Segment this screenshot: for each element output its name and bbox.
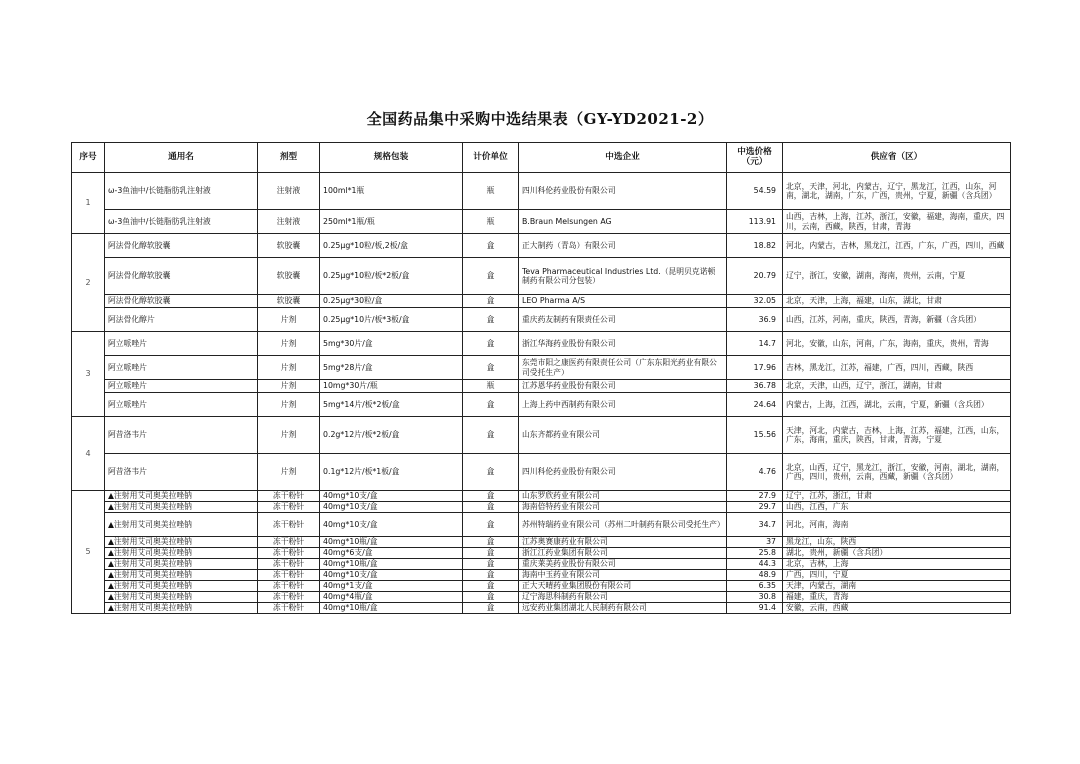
pricing-unit-cell: 盒 — [463, 356, 519, 380]
procurement-results-table — [71, 142, 1011, 614]
spec-pack-cell: 40mg*10支/盒 — [320, 570, 463, 581]
dosage-form-cell: 冻干粉针 — [258, 502, 320, 513]
dosage-form-cell: 片剂 — [258, 332, 320, 356]
company-cell: Teva Pharmaceutical Industries Ltd.（昆明贝克诺顿制药有限公司分包装） — [519, 258, 727, 295]
header-supply-provinces: 供应省（区） — [783, 143, 1011, 173]
provinces-cell: 北京，天津，河北，内蒙古，辽宁，黑龙江，江西，山东，河南，湖北，湖南，广东，广西，贵州，宁夏，新疆（含兵团） — [783, 173, 1011, 210]
spec-pack-cell: 10mg*30片/瓶 — [320, 380, 463, 393]
pricing-unit-cell: 盒 — [463, 537, 519, 548]
dosage-form-cell: 冻干粉针 — [258, 548, 320, 559]
table-row — [72, 570, 1011, 581]
company-cell: 重庆药友制药有限责任公司 — [519, 308, 727, 332]
company-cell: 苏州特瑞药业有限公司（苏州二叶制药有限公司受托生产） — [519, 513, 727, 537]
pricing-unit-cell: 盒 — [463, 234, 519, 258]
company-cell: 山东齐都药业有限公司 — [519, 417, 727, 454]
provinces-cell: 黑龙江，山东，陕西 — [783, 537, 1011, 548]
table-row — [72, 491, 1011, 502]
table-row — [72, 559, 1011, 570]
dosage-form-cell: 片剂 — [258, 393, 320, 417]
provinces-cell: 辽宁，浙江，安徽，湖南，海南，贵州，云南，宁夏 — [783, 258, 1011, 295]
pricing-unit-cell: 盒 — [463, 570, 519, 581]
generic-name-cell: ▲注射用艾司奥美拉唑钠 — [105, 502, 258, 513]
table-row — [72, 234, 1011, 258]
generic-name-cell: ▲注射用艾司奥美拉唑钠 — [105, 581, 258, 592]
company-cell: 辽宁海思科制药有限公司 — [519, 592, 727, 603]
generic-name-cell: ▲注射用艾司奥美拉唑钠 — [105, 548, 258, 559]
table-row — [72, 513, 1011, 537]
generic-name-cell: ▲注射用艾司奥美拉唑钠 — [105, 570, 258, 581]
pricing-unit-cell: 盒 — [463, 502, 519, 513]
header-generic-name: 通用名 — [105, 143, 258, 173]
pricing-unit-cell: 盒 — [463, 308, 519, 332]
generic-name-cell: 阿立哌唑片 — [105, 393, 258, 417]
price-cell: 32.05 — [727, 295, 783, 308]
spec-pack-cell: 5mg*28片/盒 — [320, 356, 463, 380]
spec-pack-cell: 0.2g*12片/板*2板/盒 — [320, 417, 463, 454]
price-cell: 15.56 — [727, 417, 783, 454]
spec-pack-cell: 5mg*14片/板*2板/盒 — [320, 393, 463, 417]
price-cell: 27.9 — [727, 491, 783, 502]
group-number-cell: 2 — [72, 234, 105, 332]
dosage-form-cell: 冻干粉针 — [258, 581, 320, 592]
provinces-cell: 内蒙古，上海，江西，湖北，云南，宁夏，新疆（含兵团） — [783, 393, 1011, 417]
pricing-unit-cell: 瓶 — [463, 380, 519, 393]
price-cell: 37 — [727, 537, 783, 548]
spec-pack-cell: 40mg*4瓶/盒 — [320, 592, 463, 603]
table-row — [72, 295, 1011, 308]
provinces-cell: 河北，河南，海南 — [783, 513, 1011, 537]
dosage-form-cell: 冻干粉针 — [258, 559, 320, 570]
price-cell: 36.78 — [727, 380, 783, 393]
table-row — [72, 548, 1011, 559]
pricing-unit-cell: 盒 — [463, 454, 519, 491]
company-cell: 海南倍特药业有限公司 — [519, 502, 727, 513]
spec-pack-cell: 5mg*30片/盒 — [320, 332, 463, 356]
generic-name-cell: 阿立哌唑片 — [105, 332, 258, 356]
company-cell: B.Braun Melsungen AG — [519, 210, 727, 234]
dosage-form-cell: 冻干粉针 — [258, 513, 320, 537]
group-number-cell: 1 — [72, 173, 105, 234]
dosage-form-cell: 软胶囊 — [258, 258, 320, 295]
spec-pack-cell: 40mg*10支/盒 — [320, 502, 463, 513]
company-cell: 浙江江药业集团有限公司 — [519, 548, 727, 559]
company-cell: 正大制药（青岛）有限公司 — [519, 234, 727, 258]
pricing-unit-cell: 盒 — [463, 548, 519, 559]
provinces-cell: 山西，江西，广东 — [783, 502, 1011, 513]
provinces-cell: 广西，四川，宁夏 — [783, 570, 1011, 581]
generic-name-cell: 阿法骨化醇软胶囊 — [105, 234, 258, 258]
provinces-cell: 北京，天津，山西，辽宁，浙江，湖南，甘肃 — [783, 380, 1011, 393]
table-header-row — [72, 143, 1011, 173]
generic-name-cell: 阿昔洛韦片 — [105, 454, 258, 491]
spec-pack-cell: 0.25μg*10片/板*3板/盒 — [320, 308, 463, 332]
table-row — [72, 356, 1011, 380]
provinces-cell: 山西，江苏，河南，重庆，陕西，青海，新疆（含兵团） — [783, 308, 1011, 332]
provinces-cell: 天津，河北，内蒙古，吉林，上海，江苏，福建，江西，山东，广东，海南，重庆，陕西，甘肃，青海，宁夏 — [783, 417, 1011, 454]
pricing-unit-cell: 盒 — [463, 417, 519, 454]
company-cell: 上海上药中西制药有限公司 — [519, 393, 727, 417]
spec-pack-cell: 40mg*10瓶/盒 — [320, 559, 463, 570]
spec-pack-cell: 40mg*10支/盒 — [320, 491, 463, 502]
table-row — [72, 258, 1011, 295]
provinces-cell: 北京，吉林，上海 — [783, 559, 1011, 570]
dosage-form-cell: 注射液 — [258, 173, 320, 210]
company-cell: LEO Pharma A/S — [519, 295, 727, 308]
provinces-cell: 吉林，黑龙江，江苏，福建，广西，四川，西藏，陕西 — [783, 356, 1011, 380]
table-row — [72, 502, 1011, 513]
table-row — [72, 537, 1011, 548]
provinces-cell: 天津，内蒙古，湖南 — [783, 581, 1011, 592]
generic-name-cell: ω-3鱼油中/长链脂肪乳注射液 — [105, 173, 258, 210]
generic-name-cell: 阿立哌唑片 — [105, 356, 258, 380]
company-cell: 四川科伦药业股份有限公司 — [519, 173, 727, 210]
generic-name-cell: ▲注射用艾司奥美拉唑钠 — [105, 491, 258, 502]
spec-pack-cell: 40mg*1支/盒 — [320, 581, 463, 592]
table-row — [72, 592, 1011, 603]
price-cell: 4.76 — [727, 454, 783, 491]
table-row — [72, 210, 1011, 234]
company-cell: 正大天晴药业集团股份有限公司 — [519, 581, 727, 592]
generic-name-cell: ▲注射用艾司奥美拉唑钠 — [105, 513, 258, 537]
provinces-cell: 河北，安徽，山东，河南，广东，海南，重庆，贵州，青海 — [783, 332, 1011, 356]
group-number-cell: 3 — [72, 332, 105, 417]
generic-name-cell: ▲注射用艾司奥美拉唑钠 — [105, 592, 258, 603]
provinces-cell: 河北，内蒙古，吉林，黑龙江，江西，广东，广西，四川，西藏 — [783, 234, 1011, 258]
provinces-cell: 北京，山西，辽宁，黑龙江，浙江，安徽，河南，湖北，湖南，广西，四川，贵州，云南，西藏，新疆（含兵团） — [783, 454, 1011, 491]
dosage-form-cell: 冻干粉针 — [258, 570, 320, 581]
table-body — [72, 173, 1011, 614]
pricing-unit-cell: 瓶 — [463, 173, 519, 210]
header-selected-company: 中选企业 — [519, 143, 727, 173]
price-cell: 6.35 — [727, 581, 783, 592]
pricing-unit-cell: 盒 — [463, 592, 519, 603]
table-row — [72, 332, 1011, 356]
table-row — [72, 380, 1011, 393]
company-cell: 海南中玉药业有限公司 — [519, 570, 727, 581]
provinces-cell: 山西，吉林，上海，江苏，浙江，安徽，福建，海南，重庆，四川，云南，西藏，陕西，甘肃，青海 — [783, 210, 1011, 234]
provinces-cell: 北京，天津，上海，福建，山东，湖北，甘肃 — [783, 295, 1011, 308]
pricing-unit-cell: 盒 — [463, 332, 519, 356]
price-cell: 54.59 — [727, 173, 783, 210]
dosage-form-cell: 冻干粉针 — [258, 592, 320, 603]
price-cell: 30.8 — [727, 592, 783, 603]
pricing-unit-cell: 盒 — [463, 513, 519, 537]
provinces-cell: 福建，重庆，青海 — [783, 592, 1011, 603]
company-cell: 重庆莱美药业股份有限公司 — [519, 559, 727, 570]
pricing-unit-cell: 盒 — [463, 559, 519, 570]
price-cell: 113.91 — [727, 210, 783, 234]
generic-name-cell: ▲注射用艾司奥美拉唑钠 — [105, 537, 258, 548]
table-row — [72, 308, 1011, 332]
provinces-cell: 安徽，云南，西藏 — [783, 603, 1011, 614]
price-cell: 14.7 — [727, 332, 783, 356]
dosage-form-cell: 冻干粉针 — [258, 603, 320, 614]
company-cell: 东莞市阳之康医药有限责任公司（广东东阳光药业有限公司受托生产） — [519, 356, 727, 380]
document-title: 全国药品集中采购中选结果表（GY-YD2021-2） — [366, 110, 714, 128]
dosage-form-cell: 冻干粉针 — [258, 537, 320, 548]
spec-pack-cell: 40mg*10瓶/盒 — [320, 537, 463, 548]
table-row — [72, 581, 1011, 592]
header-seq: 序号 — [72, 143, 105, 173]
dosage-form-cell: 片剂 — [258, 454, 320, 491]
table-row — [72, 393, 1011, 417]
pricing-unit-cell: 盒 — [463, 491, 519, 502]
pricing-unit-cell: 瓶 — [463, 210, 519, 234]
dosage-form-cell: 软胶囊 — [258, 295, 320, 308]
price-cell: 25.8 — [727, 548, 783, 559]
company-cell: 四川科伦药业股份有限公司 — [519, 454, 727, 491]
spec-pack-cell: 40mg*10支/盒 — [320, 513, 463, 537]
generic-name-cell: 阿法骨化醇片 — [105, 308, 258, 332]
header-selected-price: 中选价格（元） — [727, 143, 783, 173]
generic-name-cell: 阿立哌唑片 — [105, 380, 258, 393]
spec-pack-cell: 0.25μg*10粒/板*2板/盒 — [320, 258, 463, 295]
dosage-form-cell: 片剂 — [258, 417, 320, 454]
company-cell: 江苏奥赛康药业有限公司 — [519, 537, 727, 548]
generic-name-cell: 阿法骨化醇软胶囊 — [105, 295, 258, 308]
generic-name-cell: ω-3鱼油中/长链脂肪乳注射液 — [105, 210, 258, 234]
group-number-cell: 4 — [72, 417, 105, 491]
spec-pack-cell: 0.25μg*30粒/盒 — [320, 295, 463, 308]
spec-pack-cell: 100ml*1瓶 — [320, 173, 463, 210]
spec-pack-cell: 40mg*6支/盒 — [320, 548, 463, 559]
dosage-form-cell: 注射液 — [258, 210, 320, 234]
dosage-form-cell: 片剂 — [258, 356, 320, 380]
company-cell: 浙江华海药业股份有限公司 — [519, 332, 727, 356]
table-row — [72, 454, 1011, 491]
pricing-unit-cell: 盒 — [463, 393, 519, 417]
pricing-unit-cell: 盒 — [463, 295, 519, 308]
generic-name-cell: 阿昔洛韦片 — [105, 417, 258, 454]
spec-pack-cell: 40mg*10瓶/盒 — [320, 603, 463, 614]
dosage-form-cell: 片剂 — [258, 380, 320, 393]
generic-name-cell: ▲注射用艾司奥美拉唑钠 — [105, 603, 258, 614]
generic-name-cell: 阿法骨化醇软胶囊 — [105, 258, 258, 295]
group-number-cell: 5 — [72, 491, 105, 614]
price-cell: 91.4 — [727, 603, 783, 614]
header-dosage-form: 剂型 — [258, 143, 320, 173]
price-cell: 48.9 — [727, 570, 783, 581]
price-cell: 24.64 — [727, 393, 783, 417]
spec-pack-cell: 0.1g*12片/板*1板/盒 — [320, 454, 463, 491]
dosage-form-cell: 软胶囊 — [258, 234, 320, 258]
table-row — [72, 417, 1011, 454]
price-cell: 20.79 — [727, 258, 783, 295]
company-cell: 远安药业集团湖北人民制药有限公司 — [519, 603, 727, 614]
header-spec-pack: 规格包装 — [320, 143, 463, 173]
dosage-form-cell: 片剂 — [258, 308, 320, 332]
company-cell: 江苏恩华药业股份有限公司 — [519, 380, 727, 393]
pricing-unit-cell: 盒 — [463, 258, 519, 295]
price-cell: 18.82 — [727, 234, 783, 258]
generic-name-cell: ▲注射用艾司奥美拉唑钠 — [105, 559, 258, 570]
provinces-cell: 湖北，贵州，新疆（含兵团） — [783, 548, 1011, 559]
table-row — [72, 603, 1011, 614]
price-cell: 34.7 — [727, 513, 783, 537]
pricing-unit-cell: 盒 — [463, 581, 519, 592]
price-cell: 36.9 — [727, 308, 783, 332]
spec-pack-cell: 0.25μg*10粒/板,2板/盒 — [320, 234, 463, 258]
price-cell: 29.7 — [727, 502, 783, 513]
price-cell: 44.3 — [727, 559, 783, 570]
provinces-cell: 辽宁，江苏，浙江，甘肃 — [783, 491, 1011, 502]
pricing-unit-cell: 盒 — [463, 603, 519, 614]
spec-pack-cell: 250ml*1瓶/瓶 — [320, 210, 463, 234]
header-pricing-unit: 计价单位 — [463, 143, 519, 173]
company-cell: 山东罗欣药业有限公司 — [519, 491, 727, 502]
table-row — [72, 173, 1011, 210]
dosage-form-cell: 冻干粉针 — [258, 491, 320, 502]
price-cell: 17.96 — [727, 356, 783, 380]
